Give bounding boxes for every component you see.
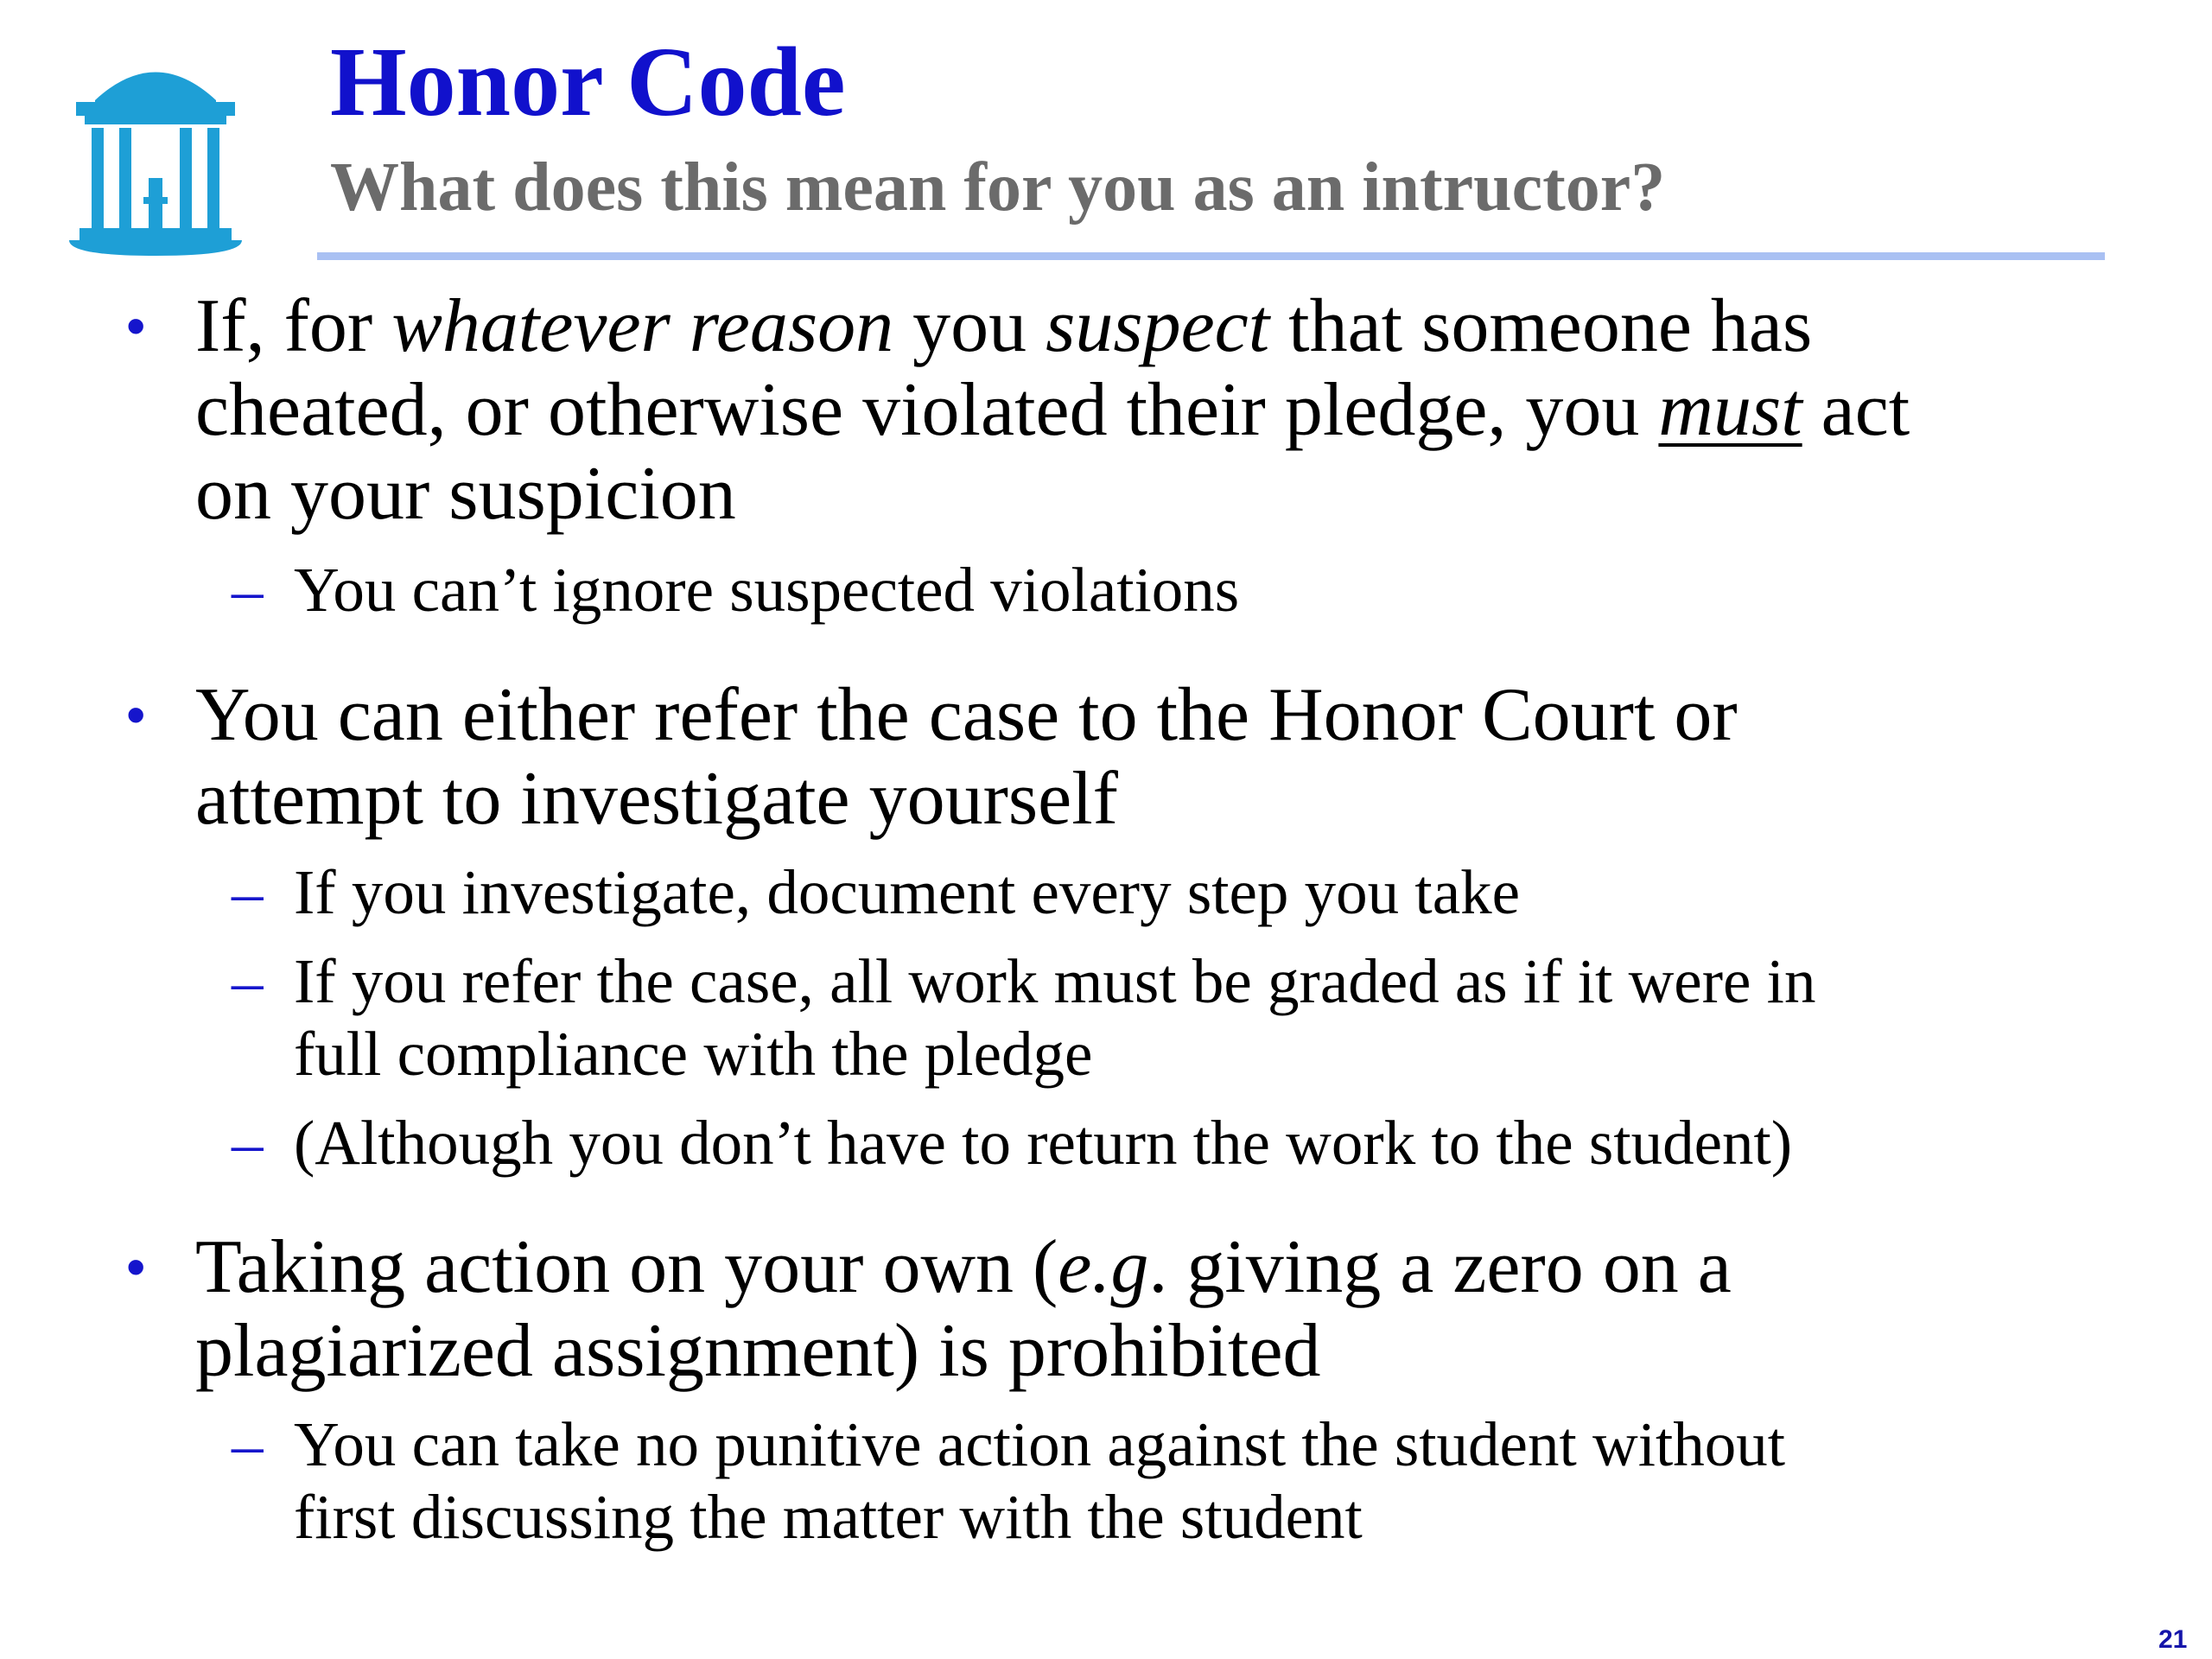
bullet-3-line-2: plagiarized assignment) is prohibited (195, 1309, 1321, 1393)
old-well-icon (69, 48, 242, 256)
bullet-1-emph-whatever-reason: whatever reason (391, 284, 894, 368)
bullet-3-emph-eg: e.g (1058, 1225, 1149, 1309)
sub-bullet-text: You can’t ignore suspected violations (294, 555, 1240, 625)
dash-marker: – (232, 946, 264, 1016)
bullet-2-line-1: You can either refer the case to the Honor Court or (195, 673, 1738, 757)
bullet-1-line-3: on your suspicion (195, 452, 736, 536)
dash-marker: – (232, 555, 264, 625)
bullet-1-emph-suspect: suspect (1046, 284, 1270, 368)
sub-bullet-text: (Although you don’t have to return the work to the student) (294, 1108, 1793, 1178)
sub-bullet-2-2 (232, 945, 1816, 1018)
bullet-1-line-2-c: act (1802, 368, 1910, 452)
sub-bullet-2-1 (232, 856, 1521, 929)
bullet-1-text-a: If, for (195, 284, 392, 368)
bullet-1-emph-must: must (1658, 368, 1802, 452)
slide-title: Honor Code (330, 27, 846, 137)
title-divider (317, 252, 2105, 260)
sub-bullet-text: If you refer the case, all work must be graded as if it were in (294, 946, 1816, 1016)
sub-bullet-text: You can take no punitive action against the student without (294, 1409, 1786, 1479)
sub-bullet-1-1 (232, 554, 1240, 626)
bullet-1-text-c: you (893, 284, 1046, 368)
bullet-3-text-c: . giving a zero on a (1148, 1225, 1732, 1309)
dash-marker: – (232, 1409, 264, 1479)
page-number: 21 (2158, 1625, 2188, 1654)
bullet-1-line-2 (195, 368, 1910, 452)
bullet-2 (126, 673, 1738, 757)
sub-bullet-2-3 (232, 1107, 1793, 1179)
sub-bullet-text: If you investigate, document every step you take (294, 857, 1521, 927)
bullet-marker: • (126, 295, 146, 357)
sub-bullet-2-2-line-2: full compliance with the pledge (294, 1019, 1093, 1089)
bullet-1 (126, 284, 1813, 368)
bullet-3 (126, 1225, 1732, 1309)
bullet-3-text-a: Taking action on your own ( (195, 1225, 1058, 1309)
bullet-marker: • (126, 1236, 146, 1298)
dash-marker: – (232, 1108, 264, 1178)
bullet-marker: • (126, 683, 146, 746)
bullet-1-text-e: that someone has (1269, 284, 1813, 368)
dash-marker: – (232, 857, 264, 927)
slide-subtitle: What does this mean for you as an intructor? (330, 149, 1666, 226)
sub-bullet-3-1-line-2: first discussing the matter with the student (294, 1482, 1363, 1552)
sub-bullet-3-1 (232, 1408, 1786, 1481)
bullet-1-line-2-a: cheated, or otherwise violated their pledge, you (195, 368, 1659, 452)
bullet-2-line-2: attempt to investigate yourself (195, 757, 1118, 841)
